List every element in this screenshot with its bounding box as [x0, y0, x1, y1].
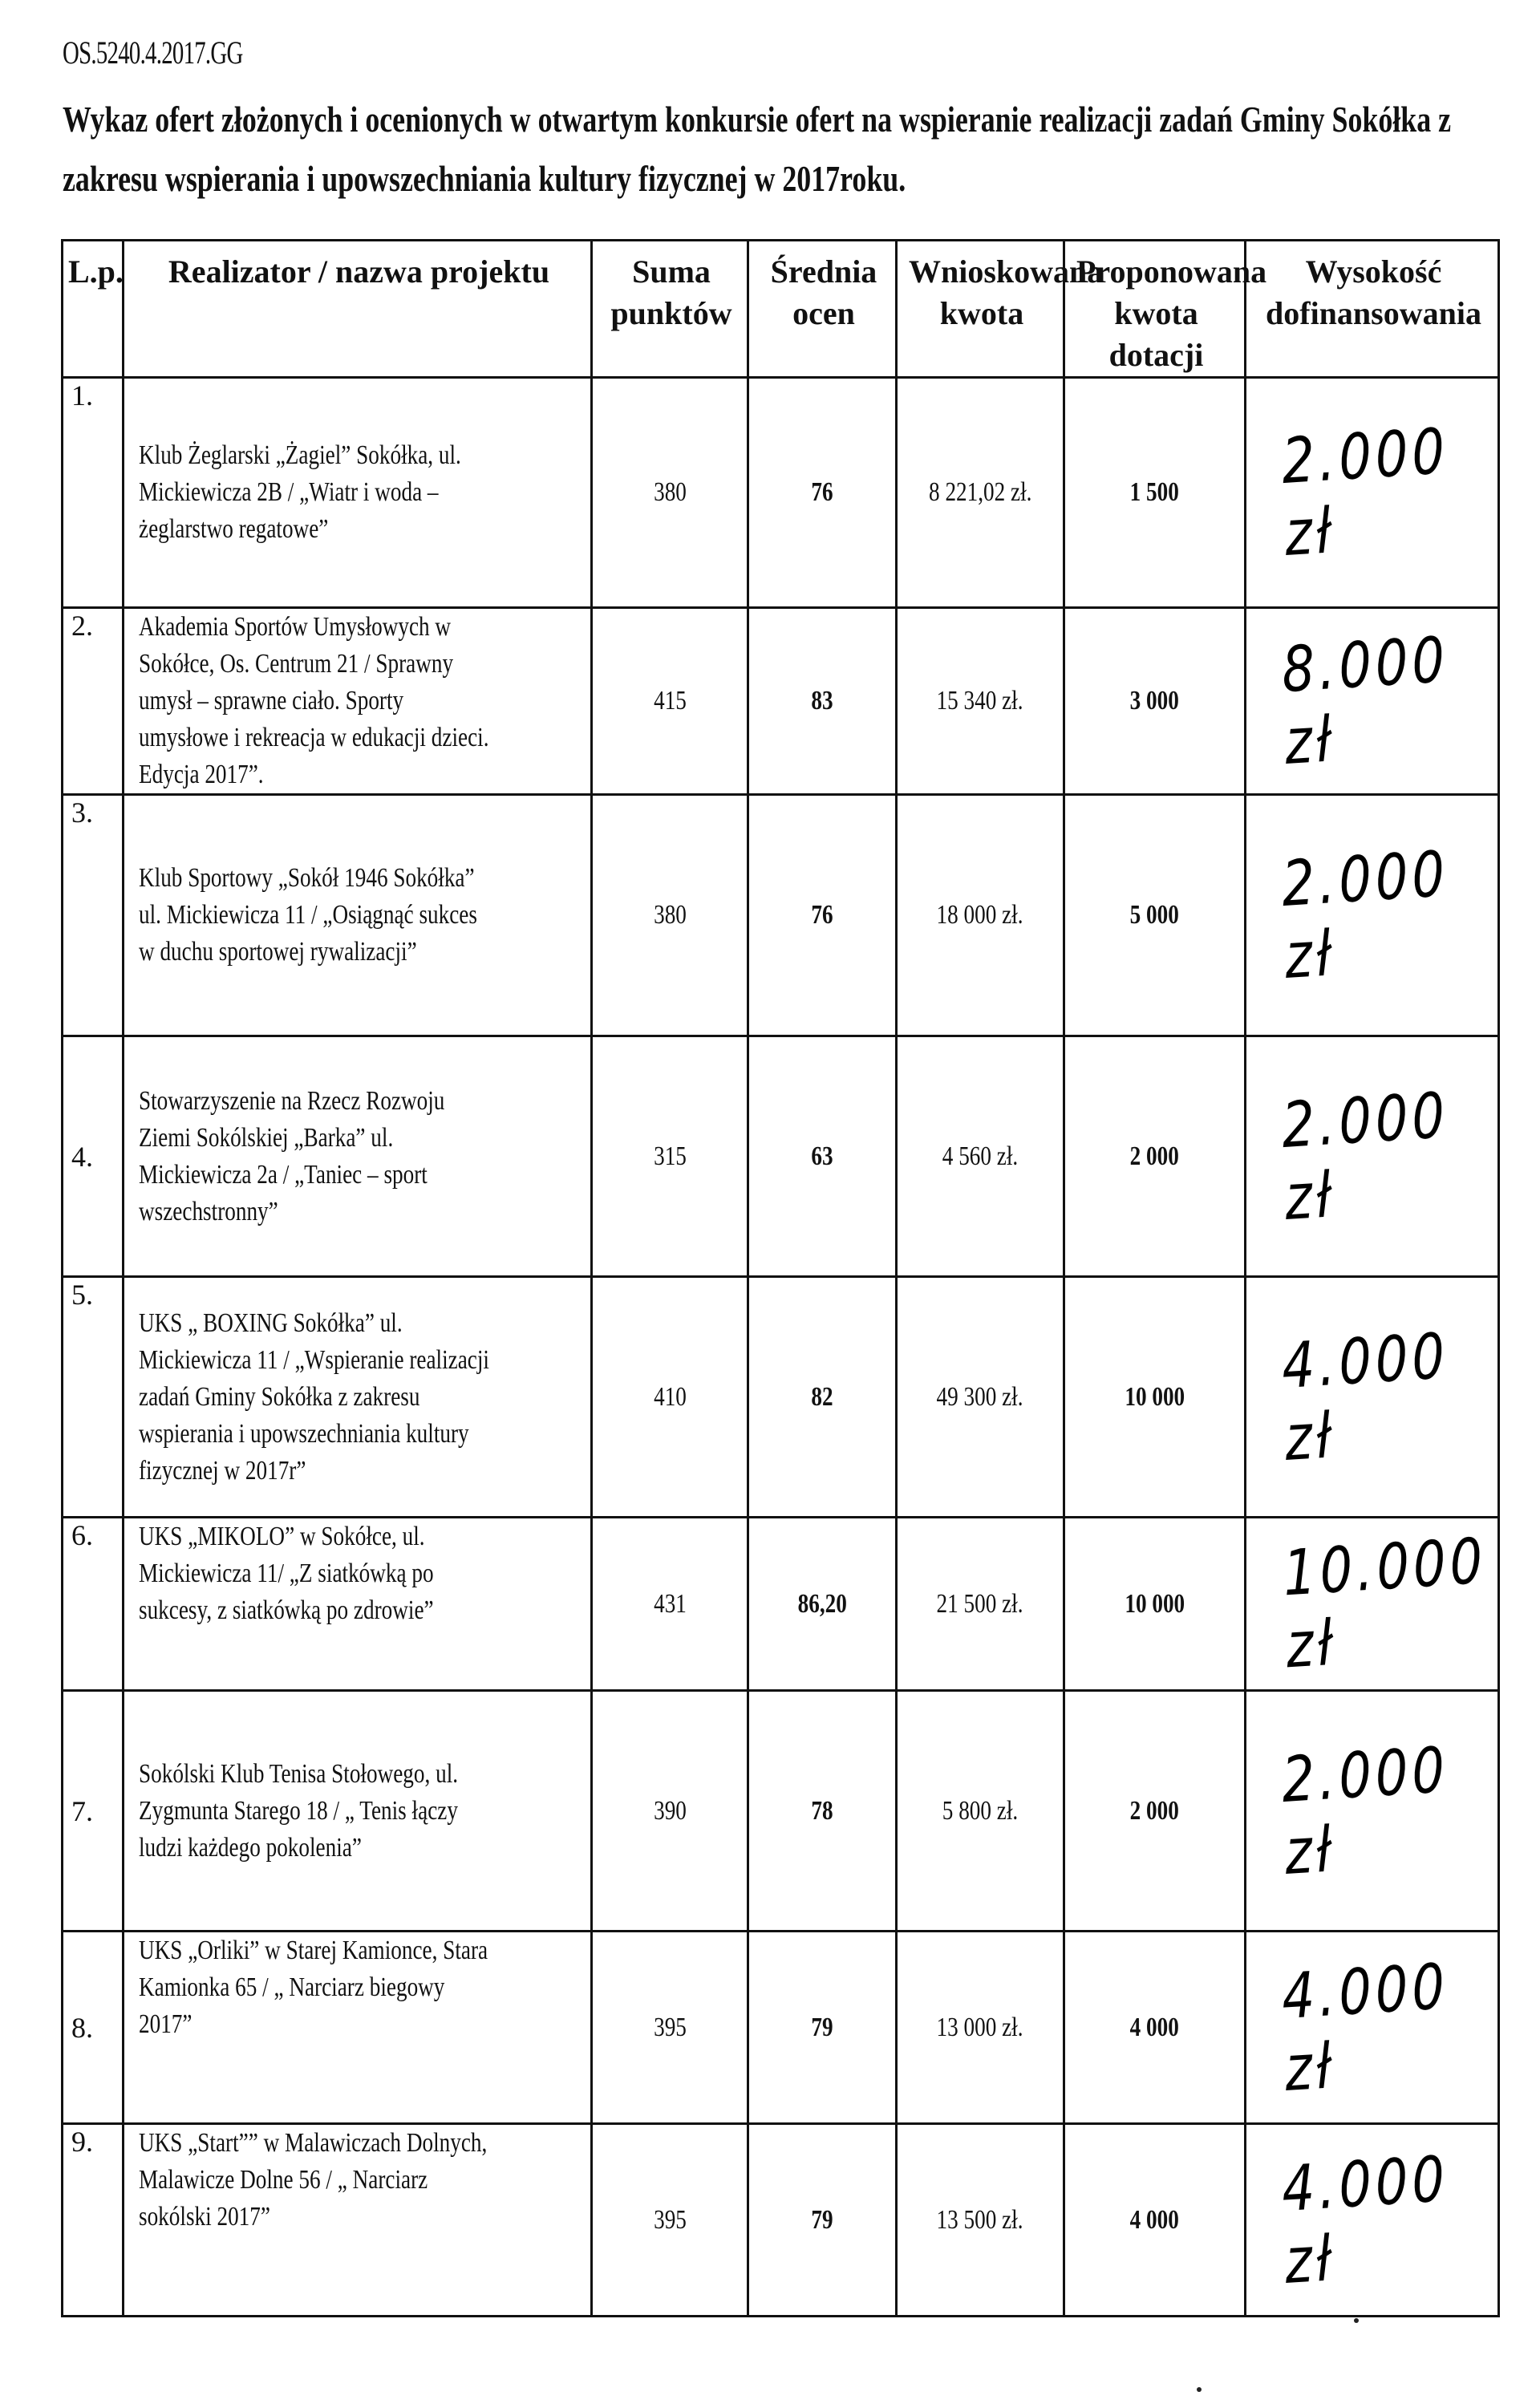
row-name: Akademia Sportów Umysłowych w Sokółce, Os. Centrum 21 / Sprawny umysł – sprawne ciało. Sporty umysłowe i rekreacja w edukacji dzieci. Edycja 2017”.	[139, 612, 489, 789]
document-reference: OS.5240.4.2017.GG	[63, 34, 243, 71]
row-proposed: 4 000	[1129, 2204, 1180, 2235]
row-proposed: 10 000	[1125, 1588, 1185, 1619]
header-name: Realizator / nazwa projektu	[124, 241, 592, 378]
row-lp: 3.	[71, 797, 93, 829]
scan-speck	[1197, 2387, 1202, 2392]
row-proposed: 2 000	[1129, 1141, 1180, 1171]
row-funding: 8.000 zł	[1280, 623, 1450, 779]
row-lp: 5.	[71, 1279, 93, 1311]
row-average: 86,20	[797, 1588, 847, 1619]
row-average: 78	[811, 1795, 833, 1826]
header-requested: Wnioskowana kwota	[897, 241, 1064, 378]
row-name: Sokólski Klub Tenisa Stołowego, ul. Zygmunta Starego 18 / „ Tenis łączy ludzi każdego pokolenia”	[139, 1758, 459, 1863]
row-funding: 2.000 zł	[1280, 837, 1450, 993]
row-lp: 7.	[71, 1794, 93, 1827]
row-points: 390	[653, 1795, 687, 1826]
row-funding: 4.000 zł	[1280, 2142, 1450, 2298]
row-points: 395	[653, 2012, 687, 2042]
row-average: 79	[811, 2204, 833, 2235]
row-points: 315	[653, 1141, 687, 1171]
scan-speck	[1354, 2318, 1359, 2323]
row-proposed: 2 000	[1129, 1795, 1180, 1826]
row-funding: 2.000 zł	[1280, 415, 1450, 570]
row-average: 76	[811, 477, 833, 507]
row-lp: 6.	[71, 1519, 93, 1551]
row-points: 415	[653, 686, 687, 716]
row-name: UKS „Orliki” w Starej Kamionce, Stara Kamionka 65 / „ Narciarz biegowy 2017”	[139, 1936, 488, 2039]
row-points: 395	[653, 2204, 687, 2235]
row-name: Klub Sportowy „Sokół 1946 Sokółka” ul. Mickiewicza 11 / „Osiągnąć sukces w duchu sportowej rywalizacji”	[139, 863, 477, 967]
table-row	[63, 1932, 1499, 2124]
row-funding: 4.000 zł	[1280, 1320, 1450, 1475]
table-row	[63, 1691, 1499, 1932]
row-average: 82	[811, 1381, 833, 1412]
row-average: 76	[811, 900, 833, 930]
header-funding: Wysokość dofinansowania	[1246, 241, 1499, 378]
header-row	[63, 241, 1499, 378]
header-lp: L.p.	[63, 241, 124, 378]
row-points: 410	[653, 1381, 687, 1412]
row-points: 380	[653, 477, 687, 507]
row-name: Klub Żeglarski „Żagiel” Sokółka, ul. Mickiewicza 2B / „Wiatr i woda – żeglarstwo regatowe”	[139, 440, 461, 544]
row-average: 83	[811, 686, 833, 716]
table-row	[63, 795, 1499, 1036]
row-lp: 2.	[71, 610, 93, 642]
row-points: 431	[653, 1588, 687, 1619]
row-lp: 1.	[71, 379, 93, 411]
table-row	[63, 1277, 1499, 1518]
row-proposed: 5 000	[1129, 900, 1180, 930]
table-row	[63, 608, 1499, 795]
row-requested: 4 560 zł.	[942, 1141, 1019, 1171]
row-proposed: 3 000	[1129, 686, 1180, 716]
row-requested: 5 800 zł.	[942, 1795, 1019, 1826]
row-requested: 8 221,02 zł.	[928, 477, 1032, 507]
table-row	[63, 378, 1499, 608]
row-average: 79	[811, 2012, 833, 2042]
document-title: Wykaz ofert złożonych i ocenionych w otwartym konkursie ofert na wspieranie realizacji zadań Gminy Sokółka z zakresu wspierania i upowszechniania kultury fizycznej w 2017roku.	[63, 99, 1452, 199]
row-name: Stowarzyszenie na Rzecz Rozwoju Ziemi Sokólskiej „Barka” ul. Mickiewicza 2a / „Taniec – sport wszechstronny”	[139, 1085, 445, 1226]
table-row	[63, 2124, 1499, 2317]
row-proposed: 4 000	[1129, 2012, 1180, 2042]
row-lp: 4.	[71, 1140, 93, 1173]
row-points: 380	[653, 900, 687, 930]
row-requested: 21 500 zł.	[936, 1588, 1024, 1619]
row-average: 63	[811, 1141, 833, 1171]
offers-table	[61, 239, 1500, 2317]
row-name: UKS „ BOXING Sokółka” ul. Mickiewicza 11 / „Wspieranie realizacji zadań Gminy Sokółka z zakresu wspierania i upowszechniania kultury fizycznej w 2017r”	[139, 1307, 489, 1486]
row-proposed: 1 500	[1129, 477, 1180, 507]
row-lp: 9.	[71, 2126, 93, 2158]
header-points: Suma punktów	[592, 241, 748, 378]
row-requested: 15 340 zł.	[936, 686, 1024, 716]
row-requested: 18 000 zł.	[936, 900, 1024, 930]
row-name: UKS „MIKOLO” w Sokółce, ul. Mickiewicza 11/ „Z siatkówką po sukcesy, z siatkówką po zdrowie”	[139, 1522, 434, 1625]
table-row	[63, 1518, 1499, 1691]
header-proposed: Proponowana kwota dotacji	[1064, 241, 1246, 378]
row-lp: 8.	[71, 2011, 93, 2044]
header-average: Średnia ocen	[748, 241, 897, 378]
row-requested: 13 500 zł.	[936, 2204, 1024, 2235]
row-funding: 10.000 zł	[1282, 1524, 1488, 1682]
row-name: UKS „Start”” w Malawiczach Dolnych, Malawicze Dolne 56 / „ Narciarz sokólski 2017”	[139, 2128, 488, 2232]
table-row	[63, 1036, 1499, 1277]
row-requested: 49 300 zł.	[936, 1381, 1024, 1412]
row-proposed: 10 000	[1125, 1381, 1185, 1412]
row-funding: 4.000 zł	[1280, 1950, 1450, 2106]
row-funding: 2.000 zł	[1280, 1079, 1450, 1234]
row-requested: 13 000 zł.	[936, 2012, 1024, 2042]
row-funding: 2.000 zł	[1280, 1733, 1450, 1889]
